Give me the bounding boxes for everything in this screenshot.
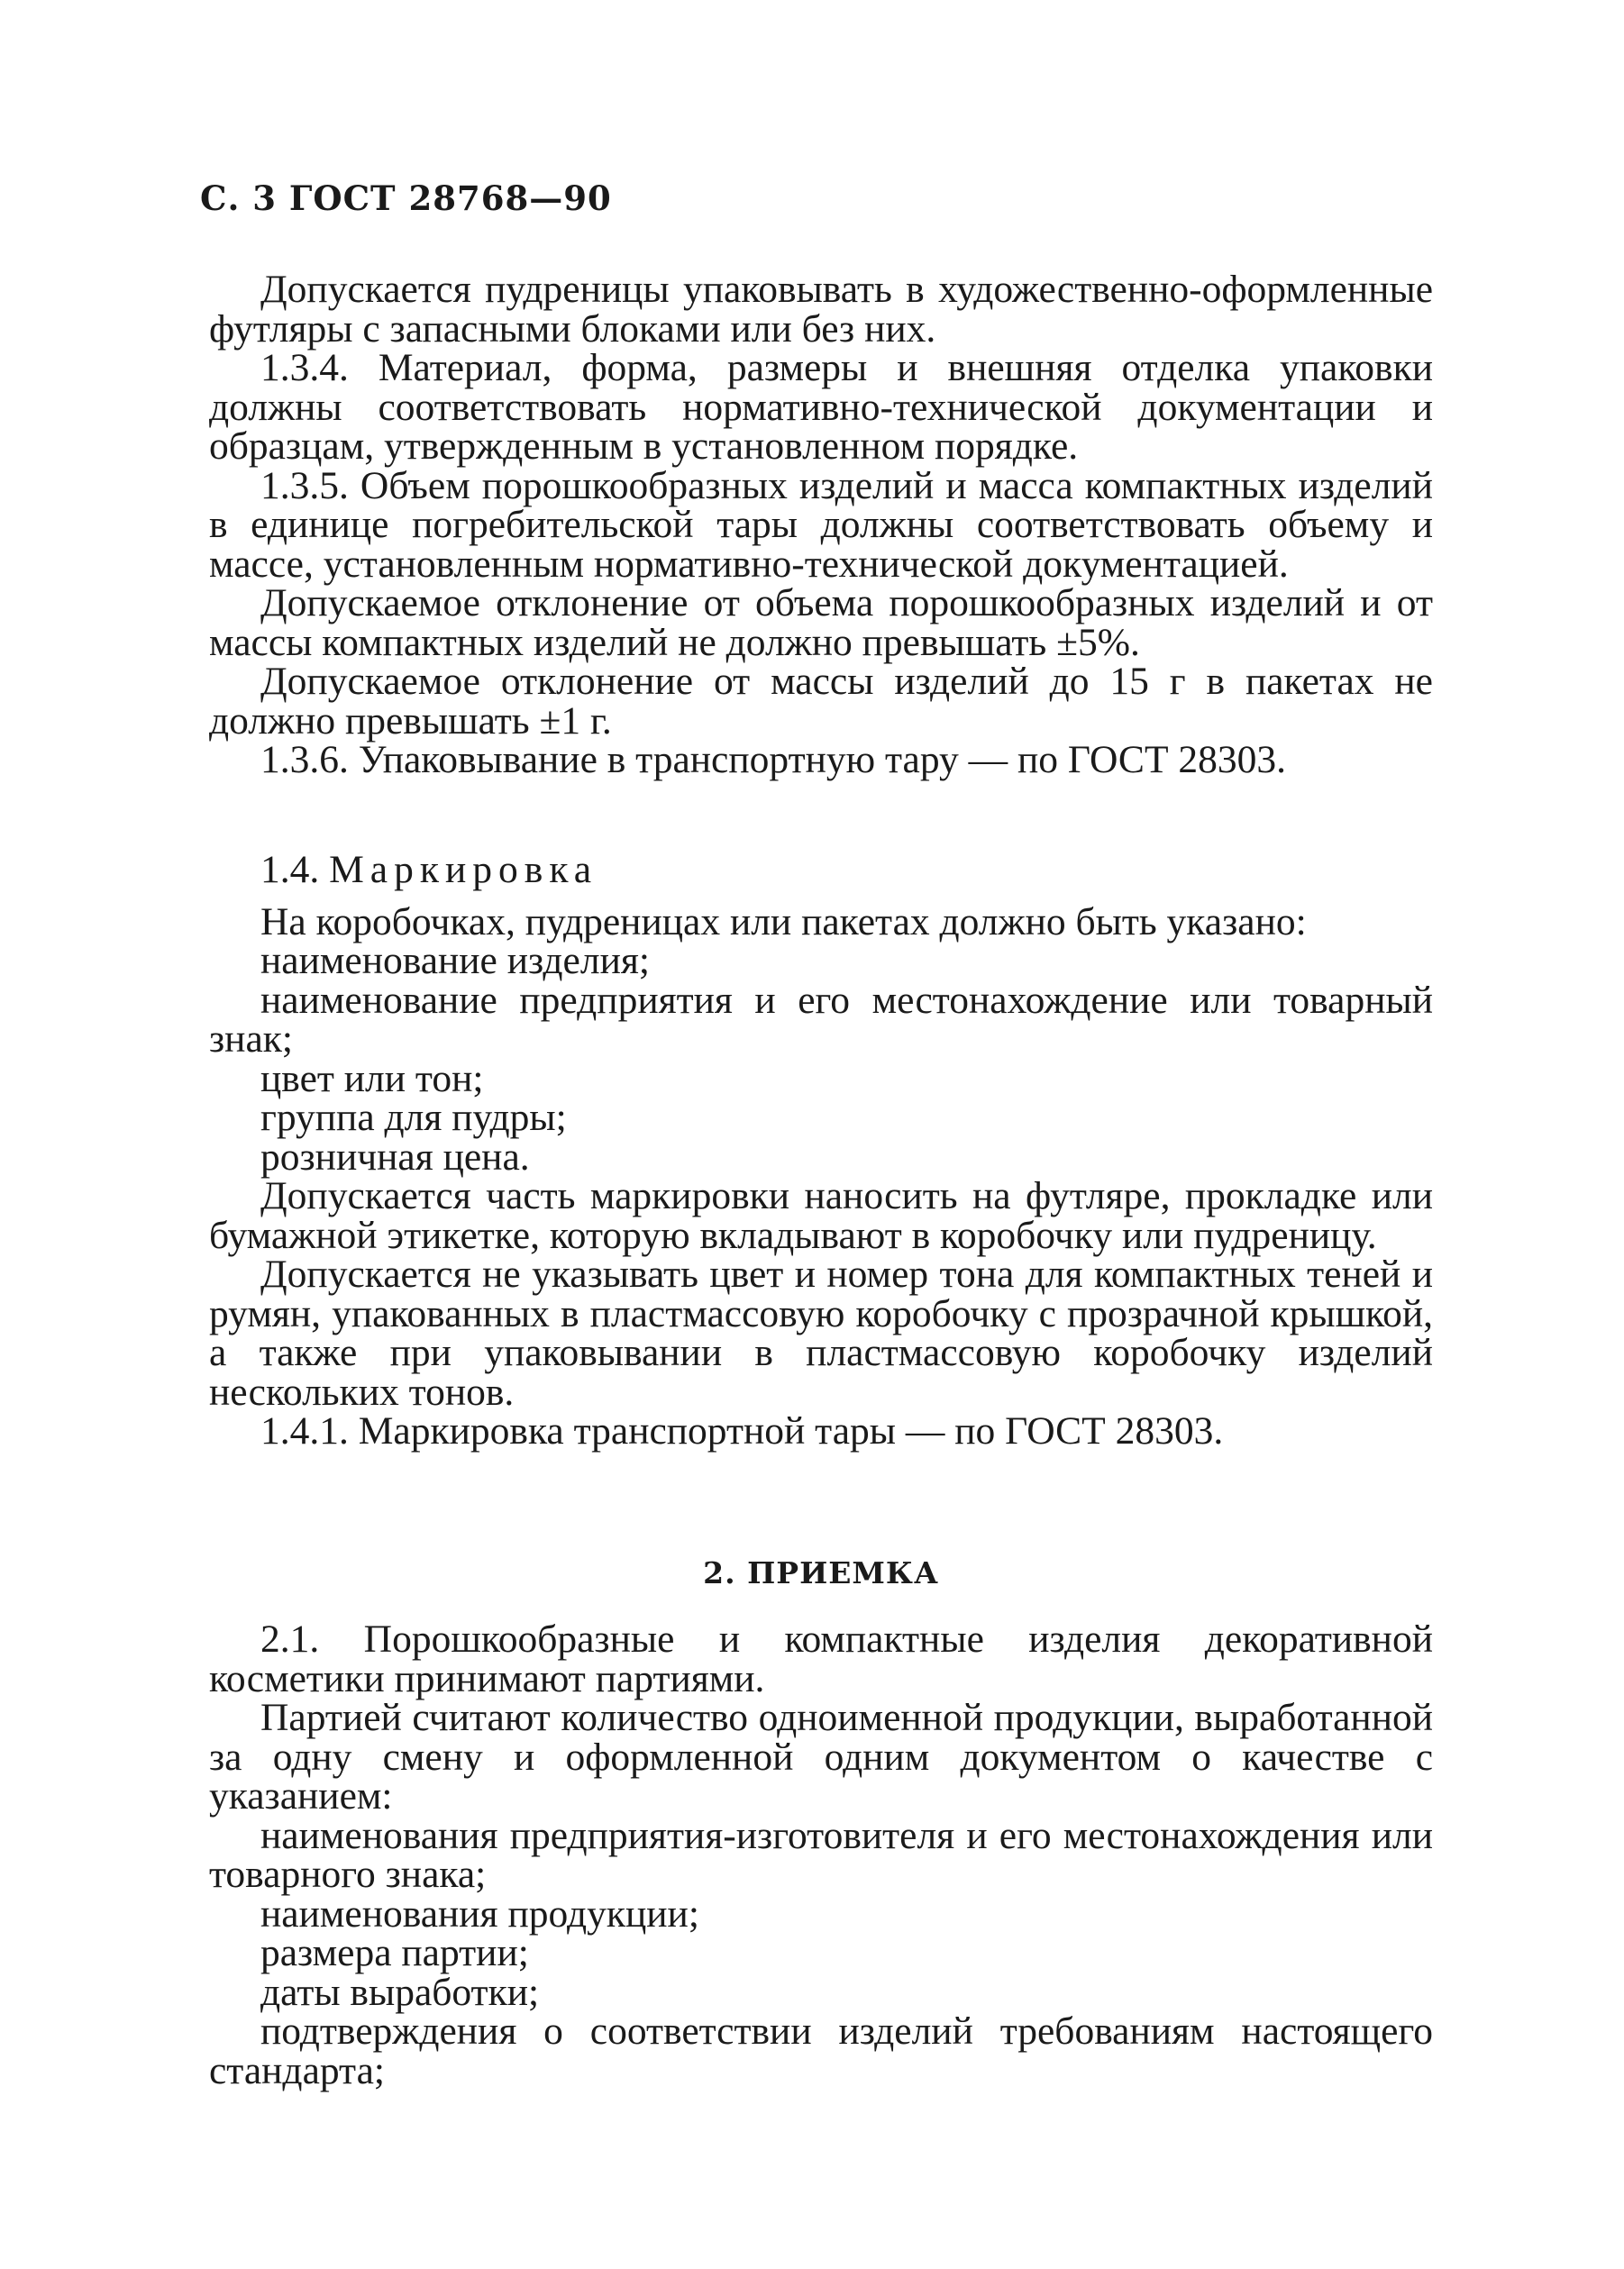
section-2-heading-wrap bbox=[209, 1555, 1433, 1590]
list-item: наименования предприятия-изготовителя и его местонахождения или товарного знака; bbox=[209, 1813, 1433, 1896]
paragraph: Допускается часть маркировки наносить на футляре, прокладке или бумажной этикетке, которую вкладывают в коробочку или пудреницу. bbox=[209, 1174, 1433, 1257]
marking-title: Маркировка bbox=[329, 848, 598, 891]
section-title: 2. ПРИЕМКА bbox=[703, 1555, 939, 1590]
paragraph: 1.3.6. Упаковывание в транспортную тару — по ГОСТ 28303. bbox=[260, 738, 1287, 781]
list-item: наименования продукции; bbox=[260, 1891, 699, 1936]
paragraph: 1.3.5. Объем порошкообразных изделий и масса компактных изделий в единице погребительской тары должны соответствовать объему и массе, установленным нормативно-технической документацией. bbox=[209, 463, 1433, 586]
list-item: подтверждения о соответствии изделий требованиям настоящего стандарта; bbox=[209, 2009, 1433, 2092]
paragraph: На коробочках, пудреницах или пакетах должно быть указано: bbox=[260, 899, 1307, 943]
packaging-text-block bbox=[209, 270, 1433, 780]
list-item: группа для пудры; bbox=[260, 1096, 567, 1139]
paragraph: Допускается не указывать цвет и номер тона для компактных теней и румян, упакованных в пластмассовую коробочку с прозрачной крышкой, а также при упаковывании в пластмассовую коробочку изделий нескольких тонов. bbox=[209, 1253, 1433, 1414]
marking-block bbox=[209, 848, 1433, 1453]
list-item: размера партии; bbox=[260, 1931, 529, 1974]
paragraph: Допускается пудреницы упаковывать в художественно-оформленные футляры с запасными блоками или без них. bbox=[209, 268, 1433, 351]
paragraph: Допускаемое отклонение от массы изделий до 15 г в пакетах не должно превышать ±1 г. bbox=[209, 660, 1433, 743]
marking-number: 1.4. bbox=[260, 848, 320, 891]
list-item: наименование изделия; bbox=[260, 939, 650, 982]
paragraph: Партией считают количество одноименной продукции, выработанной за одну смену и оформленной одним документом о качестве с указанием: bbox=[209, 1696, 1433, 1818]
paragraph: Допускаемое отклонение от объема порошкообразных изделий и от массы компактных изделий не должно превышать ±5%. bbox=[209, 581, 1433, 664]
list-item: наименование предприятия и его местонахождение или товарный знак; bbox=[209, 978, 1433, 1061]
list-item: розничная цена. bbox=[260, 1134, 530, 1179]
list-item: даты выработки; bbox=[260, 1970, 540, 2014]
paragraph: 1.4.1. Маркировка транспортной тары — по ГОСТ 28303. bbox=[260, 1409, 1224, 1453]
paragraph: 1.3.4. Материал, форма, размеры и внешняя отделка упаковки должны соответствовать нормативно-технической документации и образцам, утвержденным в установленном порядке. bbox=[209, 346, 1433, 468]
paragraph: 2.1. Порошкообразные и компактные изделия декоративной косметики принимают партиями. bbox=[209, 1617, 1433, 1700]
list-item: цвет или тон; bbox=[260, 1056, 484, 1100]
acceptance-block bbox=[209, 1617, 1433, 2092]
page-header: С. 3 ГОСТ 28768—90 bbox=[200, 178, 612, 218]
marking-heading bbox=[209, 848, 1433, 891]
